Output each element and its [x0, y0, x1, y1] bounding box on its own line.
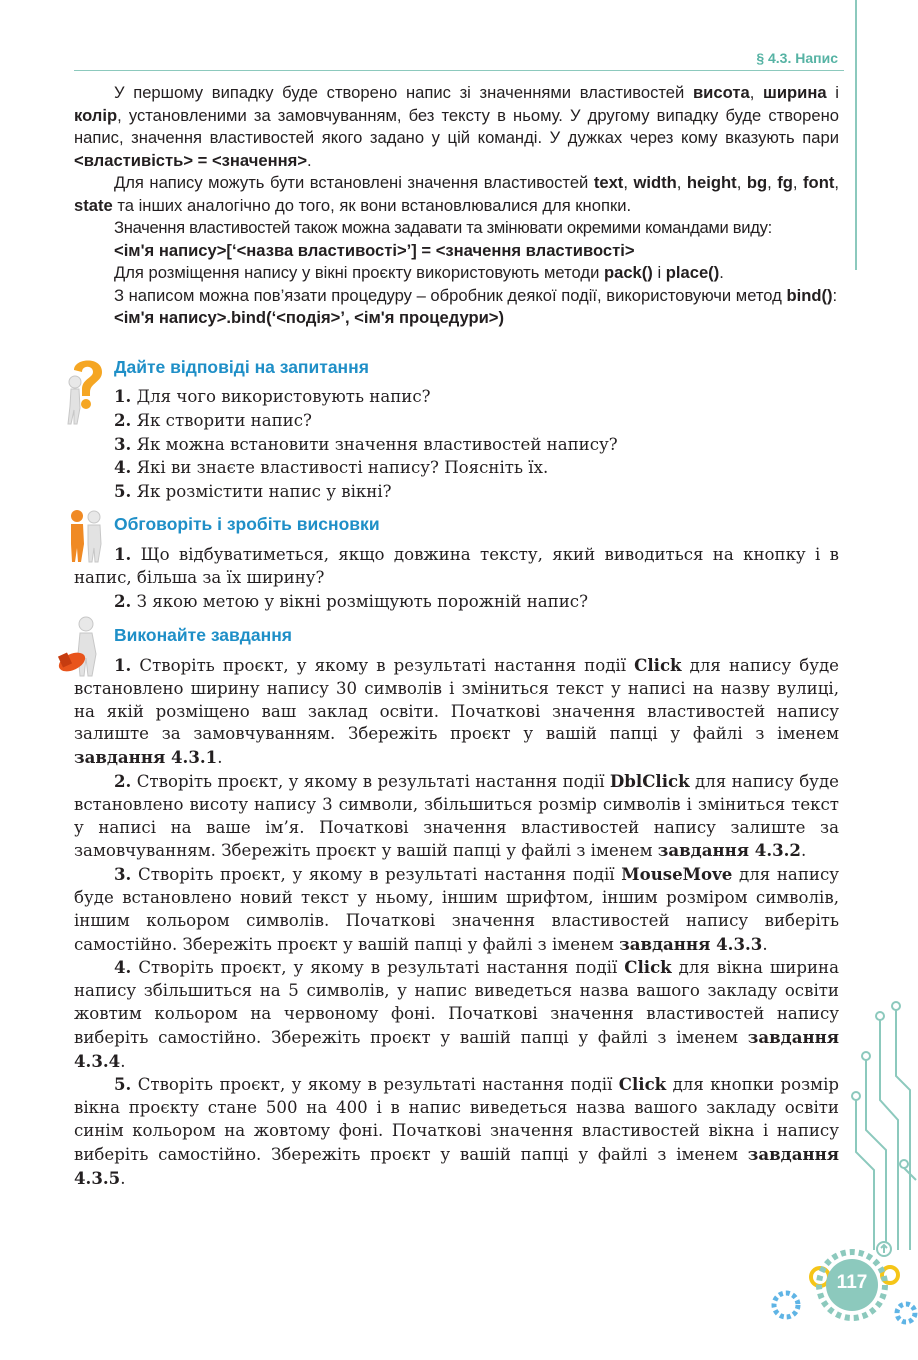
- questions-list: [114, 385, 854, 504]
- list-item: 1. Створіть проєкт, у якому в результаті настання події Click для напису буде встановлено ширину напису 30 символів і зміниться текст у написі на назву вулиці, на якій розміщено ваш заклад освіти. Початкові значення властивостей напису залиште за замовчуванням. Збережіть проєкт у вашій папці у файлі з іменем завдання 4.3.1.: [74, 655, 839, 768]
- list-item: 1. Що відбуватиметься, якщо довжина тексту, який виводиться на кнопку і в напис, більша за їх ширину?: [74, 544, 839, 587]
- tasks-list: [74, 654, 839, 1190]
- list-item: 3. Створіть проєкт, у якому в результаті настання події MouseMove для напису буде встановлено новий текст у ньому, іншим шрифтом, іншим розміром символів, іншим кольором символів. Початкові значення властивостей напису виберіть самостійно. Збережіть проєкт у вашій папці у файлі з іменем завдання 4.3.3.: [74, 864, 840, 954]
- intro-paragraph-4: Для розміщення напису у вікні проєкту використовують методи pack() і place().: [114, 263, 724, 282]
- question-figure-icon: [60, 356, 110, 426]
- intro-text: [74, 82, 839, 330]
- circuit-decoration-icon: [846, 1000, 918, 1260]
- intro-paragraph-1: У першому випадку буде створено напис зі значеннями властивостей висота, ширина і колір, установленими за замовчуванням, без тексту в ньому. У другому випадку буде створено напис, значення властивостей якого задано у цій команді. У дужках через кому вказують пари <властивість> = <значення>.: [74, 83, 839, 170]
- list-item: 1. Для чого використовують напис?: [114, 386, 431, 406]
- list-item: 2. Як створити напис?: [114, 409, 312, 430]
- intro-code-2: <ім'я напису>.bind(‘<подія>’, <ім'я процедури>): [114, 308, 505, 327]
- header-rule: [74, 70, 844, 71]
- list-item: 5. Створіть проєкт, у якому в результаті настання події Click для кнопки розмір вікна проєкту стане 500 на 400 і в напис виведеться назва вашого закладу освіти синім кольором на жовтому фоні. Початкові значення властивостей вікна і напису виберіть самостійно. Збережіть проєкт у вашій папці у файлі з іменем завдання 4.3.5.: [74, 1074, 839, 1188]
- page-number: 117: [836, 1272, 868, 1293]
- questions-title: Дайте відповіді на запитання: [114, 357, 369, 377]
- intro-paragraph-5: З написом можна пов’язати процедуру – обробник деякої події, використовуючи метод bind():: [114, 285, 838, 305]
- list-item: 3. Як можна встановити значення властивостей напису?: [114, 433, 618, 454]
- list-item: 4. Створіть проєкт, у якому в результаті настання події Click для вікна ширина напису збільшиться на 5 символів, у напис виведеться назва вашого закладу освіти жовтим кольором на червоному фоні. Початкові значення властивостей напису виберіть самостійно. Збережіть проєкт у вашій папці у файлі з іменем завдання 4.3.4.: [74, 957, 839, 1071]
- list-item: 4. Які ви знаєте властивості напису? Поясніть їх.: [114, 457, 549, 478]
- gear-icon: [760, 1235, 918, 1355]
- tasks-title: Виконайте завдання: [114, 625, 292, 645]
- intro-paragraph-3: Значення властивостей також можна задавати та змінювати окремими командами виду:: [114, 218, 772, 237]
- intro-paragraph-2: Для напису можуть бути встановлені значення властивостей text, width, height, bg, fg, font, state та інших аналогічно до того, як вони встановлювалися для кнопки.: [74, 173, 839, 215]
- section-header: § 4.3. Напис: [756, 50, 838, 66]
- list-item: 2. З якою метою у вікні розміщують порожній напис?: [114, 590, 588, 611]
- list-item: 2. Створіть проєкт, у якому в результаті настання події DblClick для напису буде встановлено висоту напису 3 символи, збільшиться розмір символів і зміниться текст у написі на ваше ім’я. Початкові значення властивостей напису залиште за замовчуванням. Збережіть проєкт у вашій папці у файлі з іменем завдання 4.3.2.: [74, 770, 839, 861]
- discuss-title: Обговоріть і зробіть висновки: [114, 514, 380, 534]
- intro-code-1: <ім'я напису>[‘<назва властивості>’] = <значення властивості>: [114, 240, 635, 260]
- margin-rule: [855, 0, 857, 270]
- discuss-list: [74, 543, 839, 613]
- list-item: 5. Як розмістити напис у вікні?: [114, 481, 392, 502]
